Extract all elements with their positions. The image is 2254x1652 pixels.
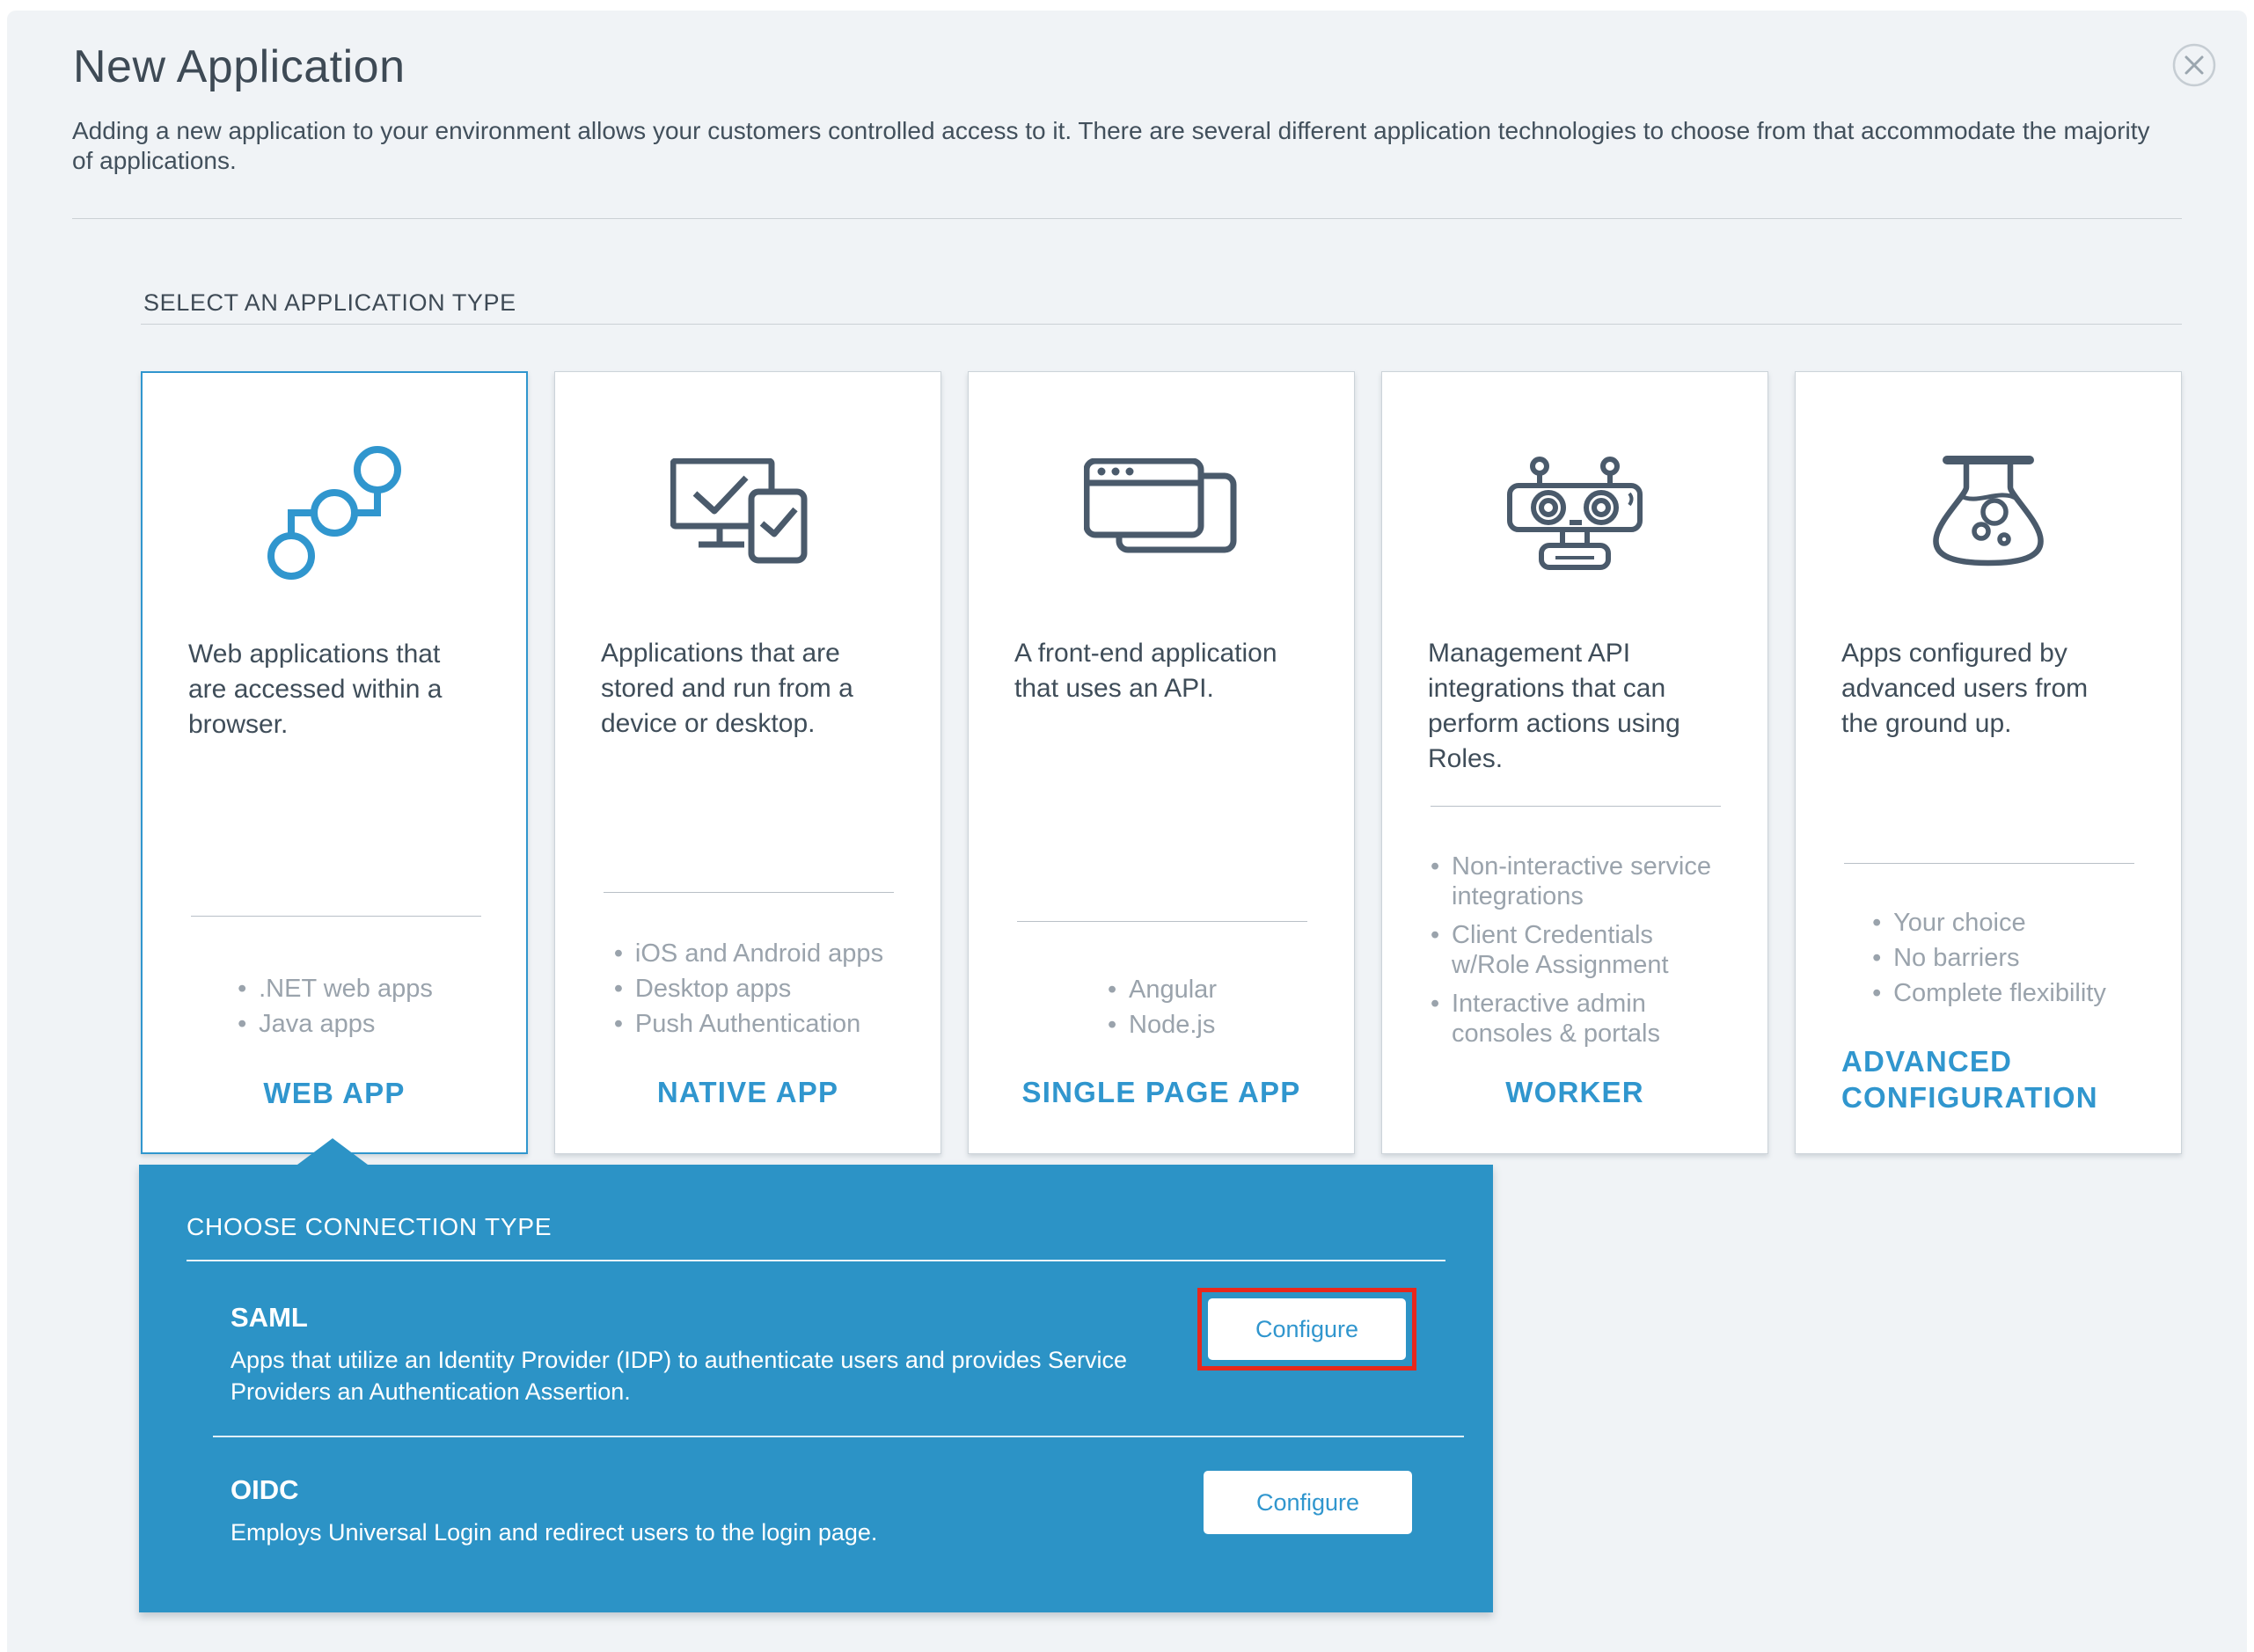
panel-notch-arrow (297, 1138, 368, 1165)
feature-item: • Node.js (1106, 1007, 1217, 1042)
card-label: SINGLE PAGE APP (1021, 1076, 1301, 1108)
card-description: A front-end application that uses an API. (1014, 639, 1277, 703)
saml-configure-button[interactable]: Configure (1208, 1298, 1406, 1360)
card-label: WEB APP (263, 1077, 406, 1109)
card-divider (1017, 921, 1307, 922)
card-feature-list (1429, 852, 1721, 1057)
card-description: Apps configured by advanced users from the ground up. (1841, 639, 2089, 738)
highlight-annotation-red-box (1197, 1288, 1416, 1371)
new-application-dialog (7, 11, 2247, 1652)
card-label: NATIVE APP (656, 1076, 839, 1108)
feature-item: • .NET web apps (236, 971, 433, 1006)
section-divider (141, 324, 2182, 325)
connection-option-saml-title: SAML (231, 1302, 308, 1333)
feature-item: • Client Credentials w/Role Assignment (1429, 920, 1721, 980)
connection-option-saml-description: Apps that utilize an Identity Provider (IDP) to authenticate users and provides Service Providers an Authentication Assertion. (231, 1347, 1128, 1405)
flask-icon (1796, 436, 2181, 588)
feature-item: • iOS and Android apps (612, 936, 883, 971)
feature-item: • Push Authentication (612, 1006, 883, 1042)
feature-item: • Non-interactive service integrations (1429, 852, 1721, 911)
choose-connection-type-panel (139, 1165, 1493, 1612)
card-feature-list (1106, 972, 1217, 1042)
robot-icon (1382, 436, 1767, 588)
dialog-description: Adding a new application to your environment allows your customers controlled access to it. There are several different application technologies to choose from that accommodate the majority of applications. (72, 117, 2150, 174)
card-description: Web applications that are accessed within a browser. (188, 640, 443, 739)
card-description: Management API integrations that can perform actions using Roles. (1428, 639, 1680, 773)
card-divider (1844, 863, 2134, 864)
card-description: Applications that are stored and run from a device or desktop. (601, 639, 853, 738)
feature-item: • Angular (1106, 972, 1217, 1007)
card-divider (604, 892, 894, 893)
card-feature-list (236, 971, 433, 1042)
feature-item: • Java apps (236, 1006, 433, 1042)
card-divider (1431, 806, 1721, 807)
app-type-card-worker[interactable] (1381, 371, 1768, 1154)
connection-option-oidc-description: Employs Universal Login and redirect users to the login page. (231, 1519, 878, 1546)
browser-windows-icon (969, 436, 1354, 588)
feature-item: • Complete flexibility (1870, 976, 2106, 1011)
header-divider (72, 218, 2182, 219)
close-button[interactable] (2171, 42, 2217, 88)
app-type-card-advanced-configuration[interactable] (1795, 371, 2182, 1154)
section-heading: SELECT AN APPLICATION TYPE (143, 289, 516, 316)
oidc-configure-button[interactable]: Configure (1204, 1471, 1412, 1534)
workflow-nodes-icon (143, 437, 526, 588)
devices-check-icon (555, 436, 940, 588)
card-label: ADVANCED CONFIGURATION (1841, 1045, 2098, 1114)
circle-x-icon (2171, 42, 2217, 88)
card-feature-list (612, 936, 883, 1042)
feature-item: • Your choice (1870, 905, 2106, 940)
panel-heading-divider (187, 1260, 1445, 1261)
card-label: WORKER (1505, 1076, 1644, 1108)
app-type-card-web-app[interactable] (141, 371, 528, 1154)
feature-item: • Interactive admin consoles & portals (1429, 989, 1721, 1049)
page-title: New Application (73, 41, 406, 92)
panel-row-divider (213, 1436, 1464, 1437)
card-feature-list (1870, 905, 2106, 1011)
feature-item: • No barriers (1870, 940, 2106, 976)
connection-option-oidc-title: OIDC (231, 1474, 299, 1505)
app-type-card-native-app[interactable] (554, 371, 941, 1154)
app-type-card-single-page-app[interactable] (968, 371, 1355, 1154)
feature-item: • Desktop apps (612, 971, 883, 1006)
panel-heading: CHOOSE CONNECTION TYPE (187, 1213, 553, 1240)
card-divider (191, 916, 481, 917)
